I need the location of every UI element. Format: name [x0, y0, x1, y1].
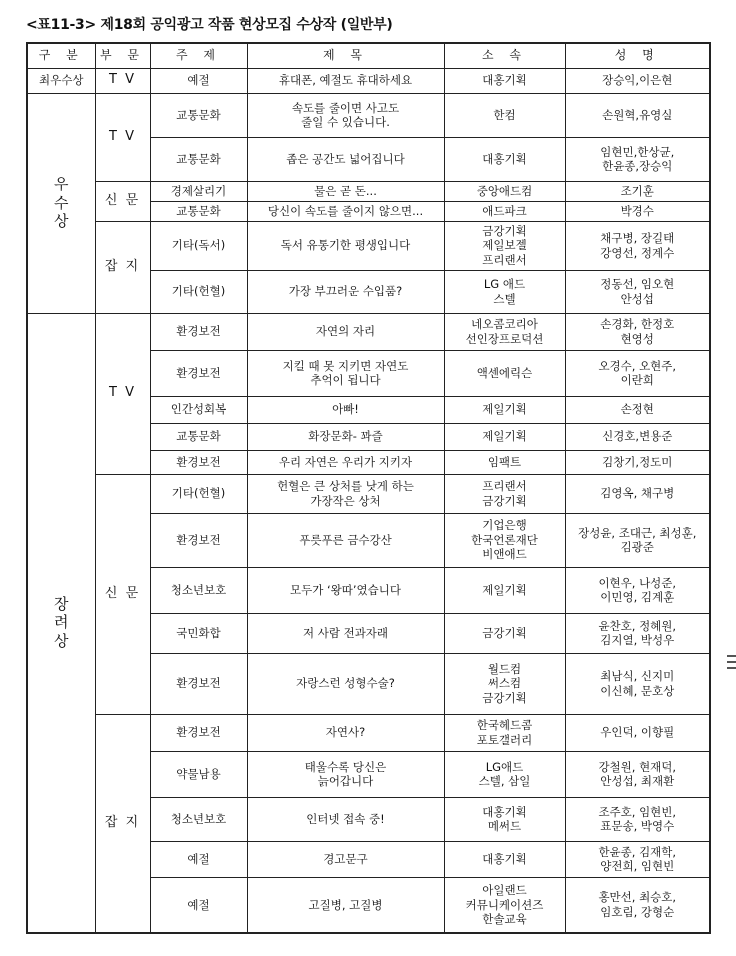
topic-cell: 환경보전 — [150, 313, 247, 350]
topic-cell: 교통문화 — [150, 93, 247, 137]
topic-cell: 경제살리기 — [150, 181, 247, 201]
cell-text-line: 선인장프로덕션 — [465, 331, 544, 346]
cell-text-line: 최남식, 신지미 — [600, 669, 675, 684]
names-cell — [565, 181, 710, 201]
cell-text-line: 프리랜서 — [482, 479, 527, 494]
margin-mark — [727, 661, 736, 663]
names-cell — [565, 877, 710, 933]
cell-text-line: 강영선, 정계수 — [600, 245, 675, 260]
medium-cell: T V — [95, 68, 150, 93]
names-cell — [565, 221, 710, 270]
cell-text-line: 독서 유통기한 평생입니다 — [280, 238, 411, 253]
title-cell — [247, 877, 444, 933]
table-row — [27, 221, 710, 270]
org-cell — [444, 567, 565, 613]
cell-text-line: 자랑스런 성형수술? — [296, 676, 395, 691]
names-cell — [565, 567, 710, 613]
topic-cell: 기타(독서) — [150, 221, 247, 270]
cell-text-line: 김창기,정도미 — [602, 454, 673, 469]
cell-text-line: 장 — [54, 594, 69, 613]
topic-cell: 교통문화 — [150, 201, 247, 221]
header-title: 제 목 — [247, 43, 444, 68]
title-cell — [247, 350, 444, 396]
names-cell — [565, 201, 710, 221]
names-cell — [565, 93, 710, 137]
cell-text-line: 양전희, 임현빈 — [600, 859, 675, 873]
title-cell — [247, 653, 444, 714]
cell-text-line: 김광준 — [620, 540, 654, 554]
title-cell — [247, 201, 444, 221]
cell-text-line: 아빠! — [332, 402, 359, 417]
cell-text-line: 김영옥, 채구병 — [600, 486, 675, 501]
names-cell — [565, 797, 710, 841]
org-cell — [444, 877, 565, 933]
org-cell — [444, 396, 565, 423]
cell-text-line: 이민영, 김계훈 — [600, 590, 675, 604]
cell-text-line: 임호림, 강형순 — [600, 904, 675, 919]
cell-text-line: 메써드 — [487, 819, 522, 833]
medium-newspaper: 신 문 — [95, 181, 150, 221]
medium-tv: T V — [95, 93, 150, 181]
org-cell — [444, 423, 565, 450]
topic-cell: 환경보전 — [150, 450, 247, 474]
cell-text-line: 우인덕, 이향필 — [600, 725, 675, 740]
cell-text-line: 비앤애드 — [482, 547, 527, 562]
cell-text-line: 줄일 수 있습니다. — [301, 115, 390, 129]
org-cell — [444, 653, 565, 714]
names-cell — [565, 613, 710, 653]
names-cell — [565, 474, 710, 513]
org-cell — [444, 313, 565, 350]
cell-text-line: 중앙애드컴 — [476, 183, 533, 198]
cell-text-line: 제일기획 — [482, 402, 527, 417]
table-row — [27, 714, 710, 751]
cell-text-line: 박경수 — [620, 203, 654, 218]
cell-text-line: 애드파크 — [482, 203, 527, 218]
org-cell — [444, 181, 565, 201]
title-cell — [247, 567, 444, 613]
header-row — [27, 43, 710, 68]
award-excellence — [27, 93, 95, 313]
title-cell — [247, 797, 444, 841]
header-medium: 부 문 — [95, 43, 150, 68]
header-category: 구 분 — [27, 43, 95, 68]
topic-cell: 교통문화 — [150, 137, 247, 181]
topic-cell: 환경보전 — [150, 714, 247, 751]
cell-text-line: 려 — [54, 613, 69, 632]
table-caption: <표11-3> 제18회 공익광고 작품 현상모집 수상작 (일반부) — [26, 17, 393, 33]
medium-newspaper: 신 문 — [95, 474, 150, 714]
topic-cell: 인간성회복 — [150, 396, 247, 423]
cell-text-line: 강철원, 현재덕, — [598, 759, 677, 774]
cell-text-line: 자연사? — [325, 725, 366, 740]
header-topic: 주 제 — [150, 43, 247, 68]
cell-text-line: 푸릇푸른 금수강산 — [299, 532, 392, 547]
cell-text-line: 가장작은 상처 — [310, 493, 381, 508]
cell-text-line: 경고문구 — [323, 851, 368, 866]
cell-text-line: 우 — [54, 174, 69, 193]
cell-text-line: 조기훈 — [620, 183, 654, 198]
org-cell — [444, 613, 565, 653]
topic-cell: 기타(헌혈) — [150, 270, 247, 313]
title-cell — [247, 313, 444, 350]
cell-text-line: 대홍기획 — [482, 151, 527, 166]
title-cell — [247, 450, 444, 474]
cell-text-line: 수 — [54, 193, 69, 212]
cell-text-line: 포토갤러리 — [476, 732, 533, 747]
cell-text-line: 한컴 — [493, 107, 516, 122]
cell-text-line: 신경호,변용준 — [602, 429, 673, 444]
cell-text-line: 표문송, 박영수 — [600, 819, 675, 833]
org-cell — [444, 474, 565, 513]
margin-mark — [727, 667, 736, 669]
names-cell — [565, 137, 710, 181]
org-cell — [444, 714, 565, 751]
cell-text-line: 상 — [54, 632, 69, 651]
org-cell: 대홍기획 — [444, 68, 565, 93]
names-cell — [565, 270, 710, 313]
names-cell — [565, 513, 710, 567]
topic-cell: 환경보전 — [150, 513, 247, 567]
org-cell — [444, 350, 565, 396]
cell-text-line: 한국헤드콤 — [476, 718, 533, 733]
header-organization: 소 속 — [444, 43, 565, 68]
title-cell — [247, 841, 444, 877]
cell-text-line: 금강기획 — [482, 493, 527, 508]
table-row — [27, 181, 710, 201]
cell-text-line: 태울수록 당신은 — [304, 759, 387, 774]
cell-text-line: 현영성 — [620, 331, 654, 346]
cell-text-line: 월드컴 — [487, 661, 522, 676]
title-cell — [247, 221, 444, 270]
cell-text-line: 조주호, 임현빈, — [598, 804, 677, 819]
cell-text-line: 임현민,한상균, — [600, 144, 675, 159]
title-cell — [247, 474, 444, 513]
cell-text-line: 써스컴 — [487, 676, 522, 691]
topic-cell: 교통문화 — [150, 423, 247, 450]
topic-cell: 청소년보호 — [150, 567, 247, 613]
cell-text-line: 스텔, 삼일 — [478, 774, 531, 788]
cell-text-line: 정동선, 임오현 — [600, 277, 675, 292]
cell-text-line: 한윤종, 김재학, — [598, 844, 677, 859]
award-grand: 최우수상 — [27, 68, 95, 93]
names-cell — [565, 423, 710, 450]
names-cell — [565, 841, 710, 877]
cell-text-line: 한국언론재단 — [471, 532, 538, 547]
topic-cell: 약물남용 — [150, 751, 247, 797]
org-cell — [444, 751, 565, 797]
org-cell — [444, 841, 565, 877]
cell-text-line: 프리랜서 — [482, 252, 527, 267]
topic-cell: 국민화합 — [150, 613, 247, 653]
cell-text-line: 헌혈은 큰 상처를 낫게 하는 — [277, 479, 414, 494]
org-cell — [444, 450, 565, 474]
title-cell — [247, 613, 444, 653]
topic-cell: 예절 — [150, 841, 247, 877]
cell-text-line: 모두가 ‘왕따’였습니다 — [290, 582, 401, 597]
topic-cell: 환경보전 — [150, 350, 247, 396]
award-encouragement — [27, 313, 95, 933]
cell-text-line: 좁은 공간도 넓어집니다 — [286, 151, 405, 166]
cell-text-line: 오경수, 오현주, — [598, 358, 677, 373]
org-cell — [444, 270, 565, 313]
cell-text-line: 이신혜, 문호상 — [600, 683, 675, 698]
cell-text-line: 지킬 때 못 지키면 자연도 — [282, 358, 409, 373]
title-cell — [247, 270, 444, 313]
topic-cell: 기타(헌혈) — [150, 474, 247, 513]
cell-text-line: 커뮤니케이션즈 — [465, 897, 544, 912]
medium-tv: T V — [95, 313, 150, 474]
title-cell — [247, 396, 444, 423]
names-cell — [565, 350, 710, 396]
cell-text-line: 아일랜드 — [482, 883, 527, 898]
header-names: 성 명 — [565, 43, 710, 68]
cell-text-line: 기업은행 — [482, 518, 527, 533]
cell-text-line: 손정현 — [620, 402, 654, 417]
cell-text-line: 안성섭 — [620, 291, 654, 306]
cell-text-line: 제일기획 — [482, 429, 527, 444]
cell-text-line: LG애드 — [485, 759, 524, 774]
cell-text-line: 손원혁,유영실 — [602, 107, 673, 122]
cell-text-line: 한윤종,장승익 — [602, 159, 673, 173]
org-cell — [444, 93, 565, 137]
cell-text-line: 김지열, 박성우 — [600, 633, 675, 647]
title-cell — [247, 181, 444, 201]
medium-magazine: 잡 지 — [95, 221, 150, 313]
topic-cell: 예절 — [150, 877, 247, 933]
cell-text-line: 손경화, 한정호 — [600, 317, 675, 332]
cell-text-line: 안성섭, 최재환 — [600, 774, 675, 788]
medium-magazine: 잡 지 — [95, 714, 150, 933]
cell-text-line: 스텔 — [493, 291, 516, 306]
cell-text-line: 대홍기획 — [482, 804, 527, 819]
title-cell — [247, 93, 444, 137]
org-cell — [444, 797, 565, 841]
cell-text-line: 장성윤, 조대근, 최성훈, — [578, 525, 697, 540]
names-cell — [565, 396, 710, 423]
cell-text-line: 네오콤코리아 — [471, 317, 538, 332]
org-cell — [444, 201, 565, 221]
cell-text-line: 금강기획 — [482, 690, 527, 705]
table-row — [27, 93, 710, 137]
cell-text-line: 상 — [54, 212, 69, 231]
title-cell — [247, 137, 444, 181]
topic-cell: 청소년보호 — [150, 797, 247, 841]
cell-text-line: 제일보젤 — [482, 238, 527, 253]
title-cell — [247, 714, 444, 751]
cell-text-line: 속도를 줄이면 사고도 — [291, 100, 400, 115]
cell-text-line: 이현우, 나성준, — [598, 575, 677, 590]
cell-text-line: 물은 곧 돈... — [314, 183, 377, 198]
cell-text-line: 액센에릭슨 — [476, 365, 533, 380]
margin-mark — [727, 655, 736, 657]
org-cell — [444, 137, 565, 181]
awards-table — [26, 42, 711, 934]
cell-text-line: 홍만선, 최승호, — [598, 890, 677, 905]
names-cell — [565, 714, 710, 751]
cell-text-line: 금강기획 — [482, 223, 527, 238]
topic-cell: 환경보전 — [150, 653, 247, 714]
names-cell: 장승익,이은현 — [565, 68, 710, 93]
cell-text-line: 채구병, 장길태 — [600, 231, 675, 246]
grand-prize-row — [27, 68, 710, 93]
cell-text-line: 윤찬호, 정혜원, — [598, 618, 677, 633]
cell-text-line: 금강기획 — [482, 625, 527, 640]
org-cell — [444, 513, 565, 567]
cell-text-line: 늙어갑니다 — [317, 774, 374, 788]
cell-text-line: 당신이 속도를 줄이지 않으면... — [267, 203, 424, 218]
title-cell — [247, 513, 444, 567]
cell-text-line: 임팩트 — [487, 454, 522, 469]
cell-text-line: 저 사람 전과자래 — [302, 625, 389, 640]
org-cell — [444, 221, 565, 270]
table-row — [27, 313, 710, 350]
cell-text-line: 추억이 됩니다 — [310, 373, 381, 387]
cell-text-line: 고질병, 고질병 — [308, 897, 383, 912]
cell-text-line: 제일기획 — [482, 582, 527, 597]
cell-text-line: 인터넷 접속 중! — [306, 811, 385, 826]
cell-text-line: 우리 자연은 우리가 지키자 — [278, 454, 413, 469]
names-cell — [565, 313, 710, 350]
title-cell: 휴대폰, 예절도 휴대하세요 — [247, 68, 444, 93]
names-cell — [565, 751, 710, 797]
title-cell — [247, 751, 444, 797]
names-cell — [565, 450, 710, 474]
names-cell — [565, 653, 710, 714]
cell-text-line: 화장문화- 꽈즐 — [308, 429, 383, 444]
cell-text-line: 이란희 — [620, 373, 654, 387]
cell-text-line: LG 애드 — [483, 277, 526, 292]
cell-text-line: 자연의 자리 — [315, 324, 376, 339]
cell-text-line: 대홍기획 — [482, 851, 527, 866]
cell-text-line: 한솔교육 — [482, 911, 527, 926]
topic-cell: 예절 — [150, 68, 247, 93]
table-row — [27, 474, 710, 513]
cell-text-line: 가장 부끄러운 수입품? — [288, 284, 403, 299]
title-cell — [247, 423, 444, 450]
